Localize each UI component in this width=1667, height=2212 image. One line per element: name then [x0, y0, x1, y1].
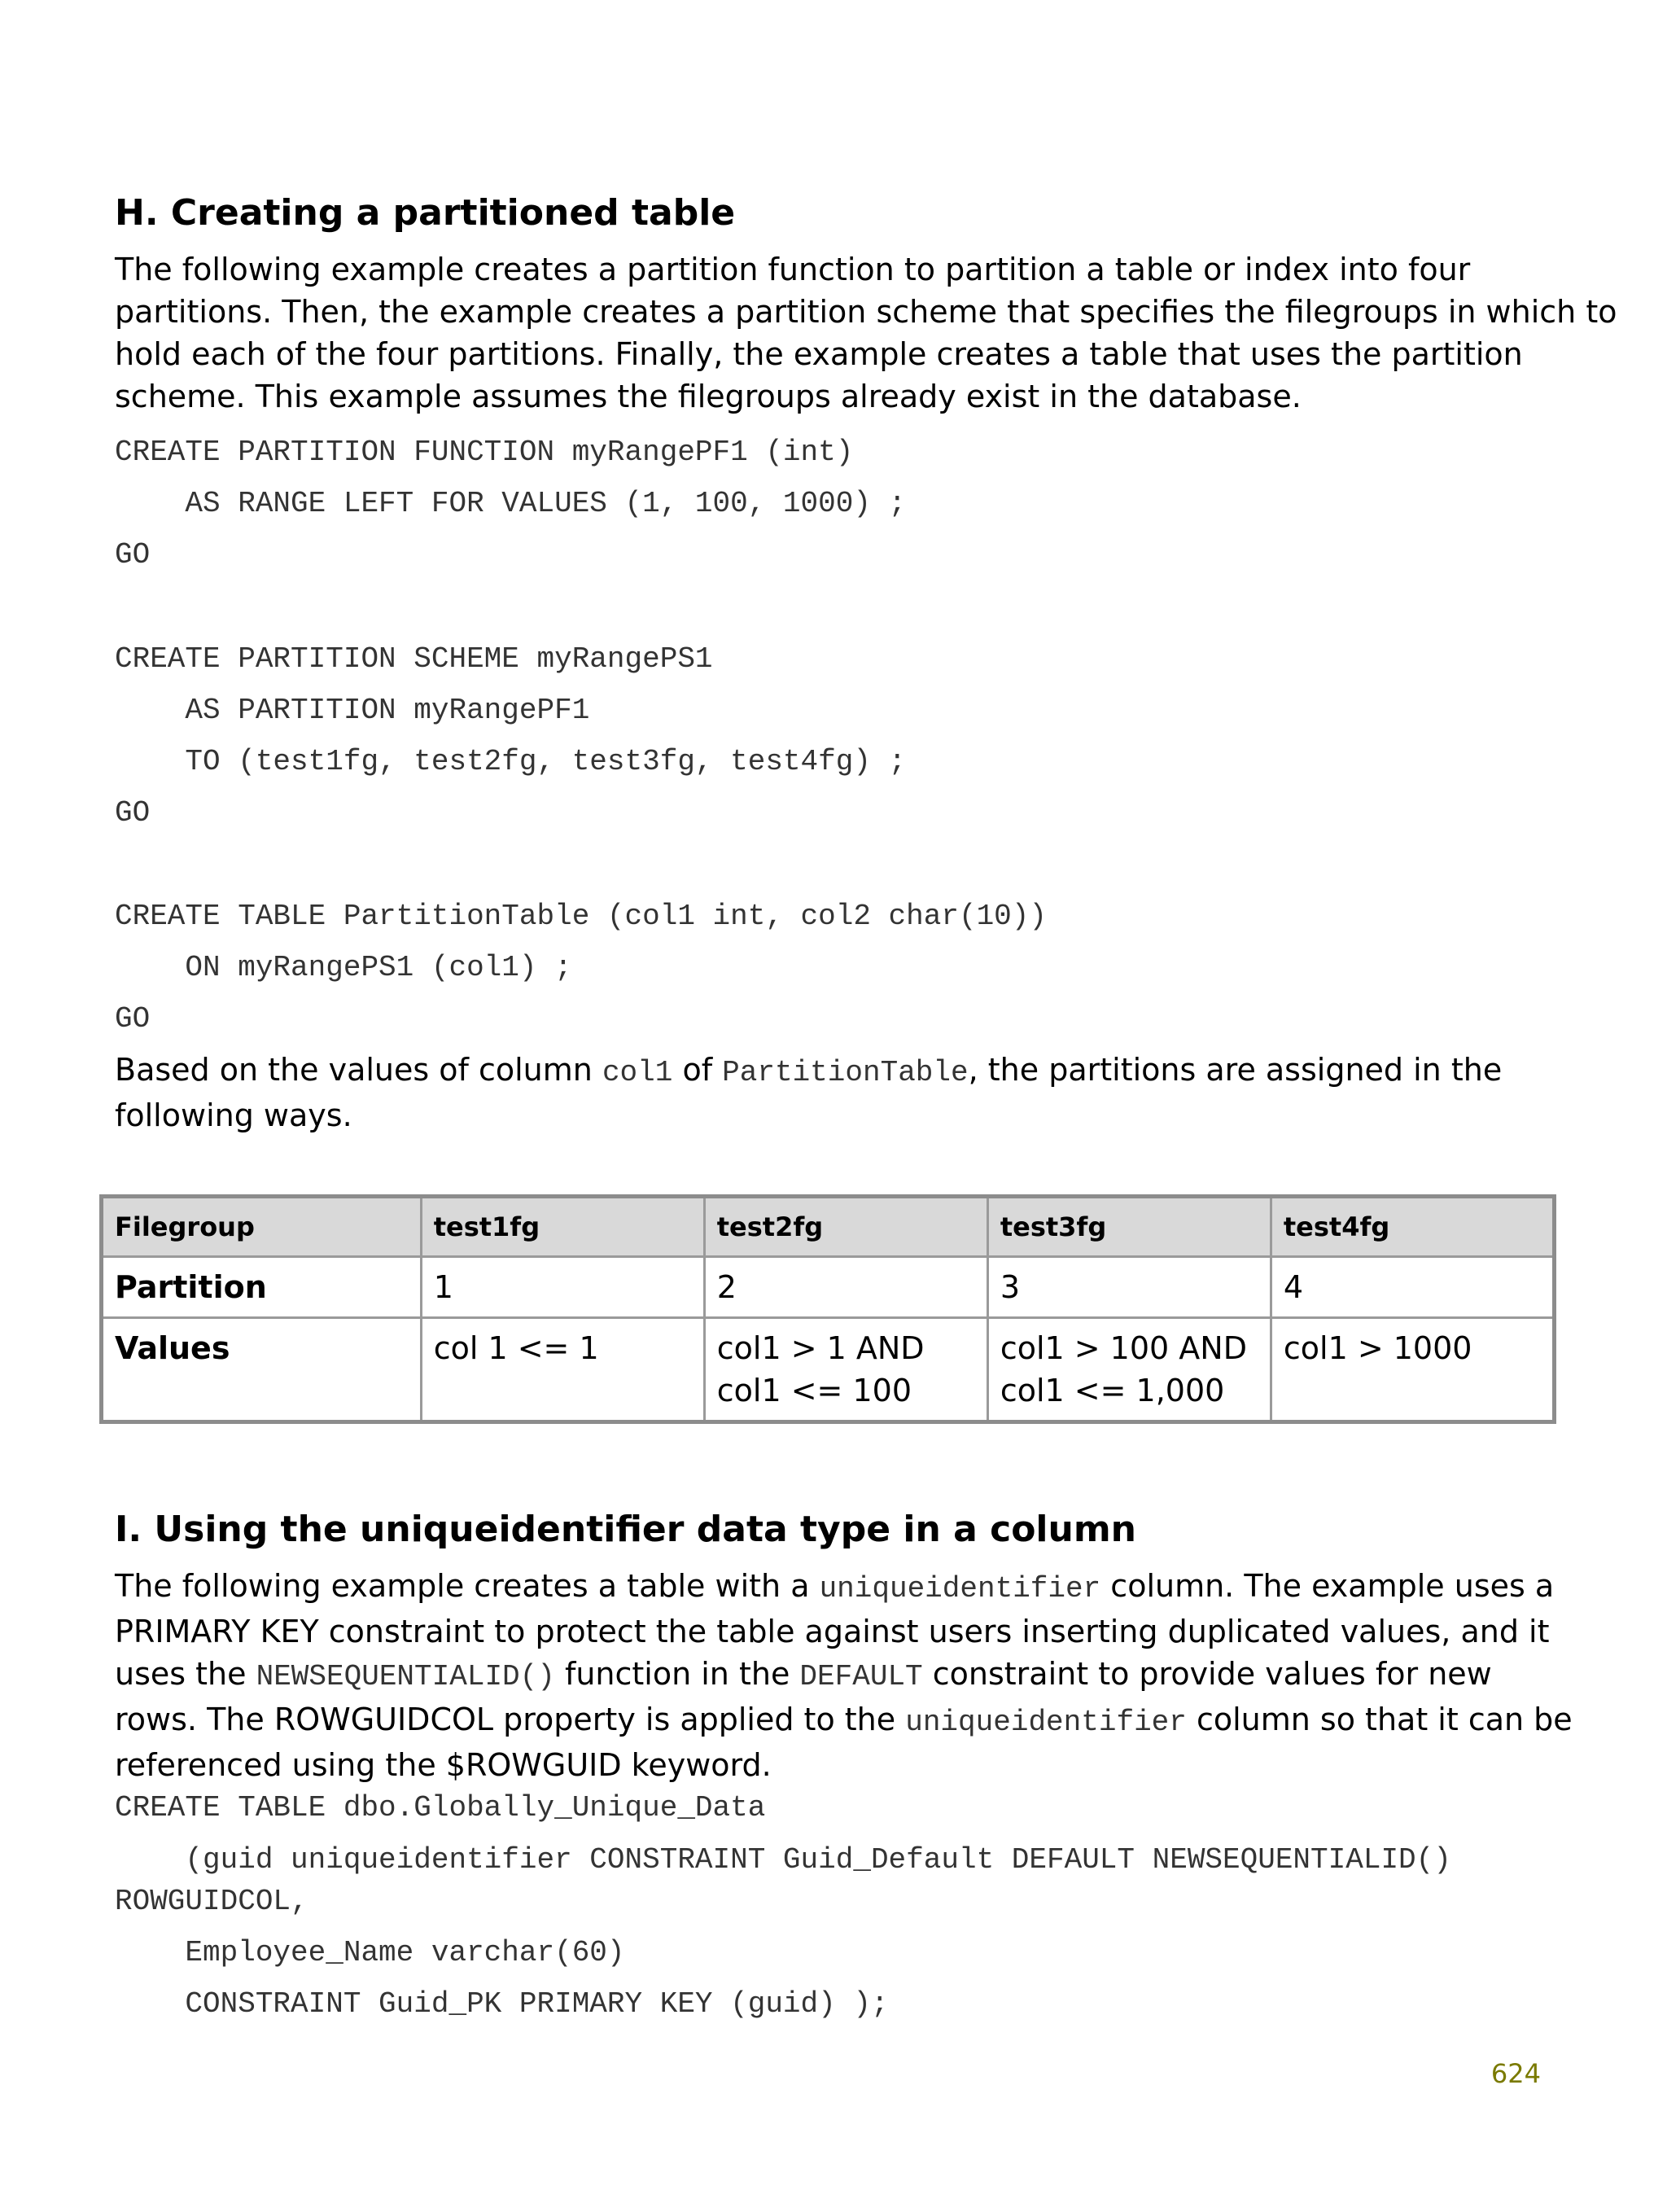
table-row	[102, 1318, 1555, 1422]
code-line: CONSTRAINT Guid_PK PRIMARY KEY (guid) );	[115, 1987, 889, 2021]
table-header-cell: test1fg	[421, 1197, 704, 1257]
cell-line: col 1 <= 1	[433, 1330, 599, 1366]
cell-line: col1 > 1 AND	[716, 1330, 925, 1366]
code-line: AS RANGE LEFT FOR VALUES (1, 100, 1000) ;	[115, 487, 907, 520]
cell-line: col1 > 1000	[1283, 1330, 1472, 1366]
paragraph-line: partitions. Then, the example creates a partition scheme that specifies the filegroups in which to	[115, 294, 1617, 330]
code-line: ROWGUIDCOL,	[115, 1885, 308, 1918]
paragraph-line: scheme. This example assumes the filegroups already exist in the database.	[115, 379, 1302, 414]
text-run: The following example creates a table with a	[115, 1568, 820, 1604]
table-cell	[421, 1318, 704, 1422]
code-line: CREATE PARTITION FUNCTION myRangePF1 (int)	[115, 436, 854, 469]
code-line: GO	[115, 796, 151, 830]
table-header-cell: test2fg	[704, 1197, 987, 1257]
table-row	[102, 1257, 1555, 1318]
table-cell	[1271, 1318, 1554, 1422]
table-header-row	[102, 1197, 1555, 1257]
table-cell: 1	[421, 1257, 704, 1318]
paragraph-line: hold each of the four partitions. Finally, the example creates a table that uses the partition	[115, 336, 1523, 372]
table-cell: 4	[1271, 1257, 1554, 1318]
inline-code: uniqueidentifier	[905, 1706, 1187, 1739]
inline-code: PartitionTable	[722, 1056, 969, 1089]
code-line: GO	[115, 538, 151, 572]
paragraph-line: referenced using the $ROWGUID keyword.	[115, 1747, 772, 1783]
section-h-heading: H. Creating a partitioned table	[115, 192, 736, 234]
text-run: column. The example uses a	[1100, 1568, 1555, 1604]
table-header-cell: test3fg	[987, 1197, 1271, 1257]
code-line: CREATE TABLE dbo.Globally_Unique_Data	[115, 1791, 766, 1824]
paragraph-line	[115, 1565, 1572, 1610]
row-label: Partition	[102, 1257, 422, 1318]
paragraph-line	[115, 1653, 1572, 1698]
table-header-cell: test4fg	[1271, 1197, 1554, 1257]
row-label: Values	[102, 1318, 422, 1422]
table-cell: 2	[704, 1257, 987, 1318]
partition-table	[99, 1194, 1556, 1424]
section-h-paragraph	[115, 248, 1617, 418]
text-run: of	[672, 1052, 723, 1088]
text-run: constraint to provide values for new	[922, 1656, 1492, 1692]
code-line: ON myRangePS1 (col1) ;	[115, 951, 572, 984]
inline-code: NEWSEQUENTIALID()	[256, 1660, 555, 1693]
code-line: (guid uniqueidentifier CONSTRAINT Guid_Default DEFAULT NEWSEQUENTIALID()	[115, 1843, 1451, 1877]
paragraph-line	[115, 1698, 1572, 1744]
table-cell: 3	[987, 1257, 1271, 1318]
code-line: TO (test1fg, test2fg, test3fg, test4fg) ;	[115, 745, 907, 778]
text-run: , the partitions are assigned in the	[968, 1052, 1503, 1088]
paragraph-line: PRIMARY KEY constraint to protect the table against users inserting duplicated values, and it	[115, 1614, 1550, 1649]
page-number: 624	[1490, 2058, 1541, 2089]
text-run: rows. The ROWGUIDCOL property is applied to the	[115, 1702, 906, 1737]
text-run: function in the	[554, 1656, 800, 1692]
cell-line: col1 <= 100	[716, 1373, 912, 1408]
paragraph-line: The following example creates a partition function to partition a table or index into four	[115, 252, 1471, 287]
code-line: AS PARTITION myRangePF1	[115, 694, 590, 727]
code-line: Employee_Name varchar(60)	[115, 1936, 625, 1969]
cell-line: col1 > 100 AND	[1000, 1330, 1247, 1366]
code-line: GO	[115, 1002, 151, 1036]
table-cell	[987, 1318, 1271, 1422]
partition-explanation	[115, 1049, 1572, 1137]
table-header-cell: Filegroup	[102, 1197, 422, 1257]
code-line: CREATE PARTITION SCHEME myRangePS1	[115, 642, 713, 676]
inline-code: DEFAULT	[799, 1660, 923, 1693]
table-cell	[704, 1318, 987, 1422]
text-run: column so that it can be	[1186, 1702, 1573, 1737]
cell-line: col1 <= 1,000	[1000, 1373, 1225, 1408]
section-i-paragraph	[115, 1565, 1572, 1786]
inline-code: uniqueidentifier	[819, 1572, 1101, 1605]
section-i-heading: I. Using the uniqueidentifier data type in a column	[115, 1509, 1137, 1550]
code-line: CREATE TABLE PartitionTable (col1 int, col2 char(10))	[115, 900, 1047, 933]
paragraph-line	[115, 1049, 1572, 1094]
inline-code: col1	[602, 1056, 673, 1089]
text-run: Based on the values of column	[115, 1052, 602, 1088]
paragraph-line: following ways.	[115, 1097, 352, 1133]
text-run: uses the	[115, 1656, 256, 1692]
